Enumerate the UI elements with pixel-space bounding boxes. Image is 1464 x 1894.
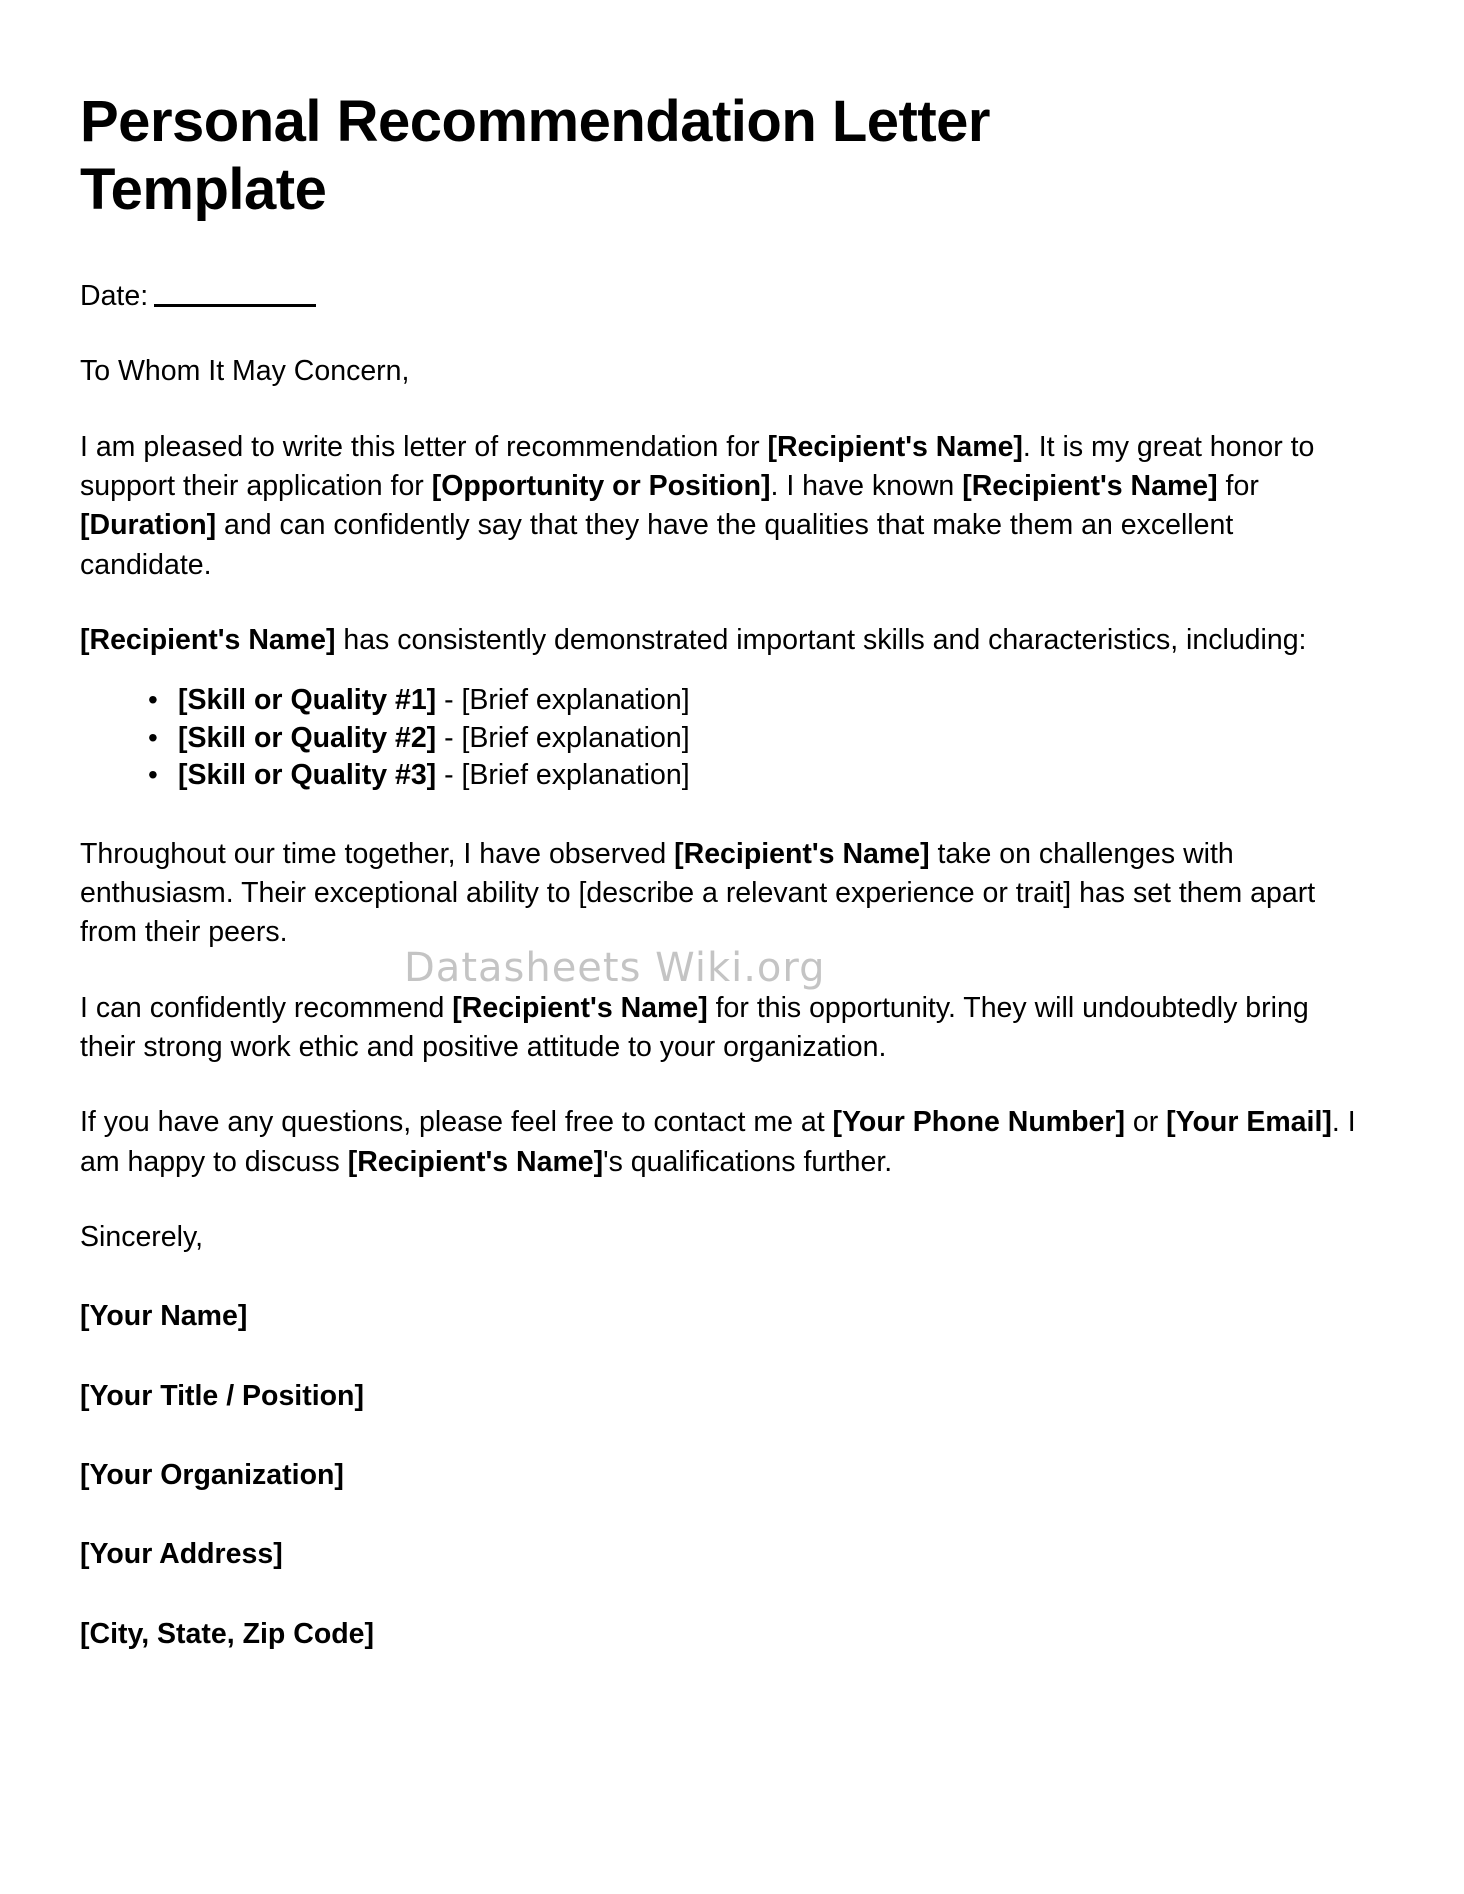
page-title: Personal Recommendation Letter Template xyxy=(80,89,990,223)
skill-label: [Skill or Quality #1] xyxy=(178,684,437,717)
signature-city-state-zip: [City, State, Zip Code] xyxy=(80,1617,374,1650)
skill-description: [Brief explanation] xyxy=(461,684,690,717)
placeholder-recipient-name-1: [Recipient's Name] xyxy=(767,430,1023,463)
placeholder-recipient-name-3: [Recipient's Name] xyxy=(80,623,336,656)
skill-label: [Skill or Quality #2] xyxy=(178,721,437,754)
intro-seg-1: I am pleased to write this letter of recommendation for xyxy=(80,430,768,463)
contact-seg-2: or xyxy=(1124,1106,1167,1139)
contact-seg-3: . I am happy to discuss xyxy=(80,1106,1356,1178)
contact-seg-4: 's qualifications further. xyxy=(603,1145,893,1178)
intro-paragraph xyxy=(80,392,1365,585)
contact-seg-1: If you have any questions, please feel free to contact me at xyxy=(80,1106,833,1139)
skills-list xyxy=(80,660,1375,799)
placeholder-recipient-name-2: [Recipient's Name] xyxy=(962,469,1218,502)
salutation: To Whom It May Concern, xyxy=(80,355,410,388)
skill-description: [Brief explanation] xyxy=(461,721,690,754)
closing-line: Sincerely, xyxy=(80,1220,204,1253)
placeholder-phone-number: [Your Phone Number] xyxy=(832,1106,1125,1139)
skills-intro-paragraph xyxy=(80,585,1365,660)
list-item xyxy=(178,761,1375,799)
list-item xyxy=(178,721,1375,762)
letter-body xyxy=(80,0,1375,1654)
observation-paragraph xyxy=(80,799,1365,953)
placeholder-duration: [Duration] xyxy=(80,509,217,542)
skill-separator: - xyxy=(436,684,462,717)
intro-seg-2: . It is my great honor to support their application for xyxy=(80,430,1315,502)
placeholder-recipient-name-6: [Recipient's Name] xyxy=(347,1145,604,1178)
date-blank-field[interactable] xyxy=(154,304,316,307)
placeholder-recipient-name-5: [Recipient's Name] xyxy=(452,991,708,1024)
list-item xyxy=(178,686,1375,724)
skill-label: [Skill or Quality #3] xyxy=(178,759,437,792)
watermark: Datasheets Wiki.org xyxy=(404,945,826,991)
signature-your-title: [Your Title / Position] xyxy=(80,1379,364,1412)
observation-seg-1: Throughout our time together, I have observed xyxy=(80,837,675,870)
contact-paragraph xyxy=(80,1067,1365,1182)
skill-description: [Brief explanation] xyxy=(461,759,690,792)
intro-seg-3: . I have known xyxy=(770,469,963,502)
recommendation-paragraph xyxy=(80,953,1365,1068)
skill-separator: - xyxy=(436,721,462,754)
recommend-seg-2: for this opportunity. They will undoubtedly bring their strong work ethic and positive attitude to your organization. xyxy=(80,991,1309,1063)
signature-your-organization: [Your Organization] xyxy=(80,1458,344,1491)
date-label: Date: xyxy=(80,279,149,312)
skills-intro-seg-1: has consistently demonstrated important skills and characteristics, including: xyxy=(335,623,1307,656)
placeholder-opportunity-position: [Opportunity or Position] xyxy=(431,469,771,502)
placeholder-email: [Your Email] xyxy=(1166,1106,1332,1139)
recommend-seg-1: I can confidently recommend xyxy=(80,991,453,1024)
placeholder-recipient-name-4: [Recipient's Name] xyxy=(674,837,930,870)
skill-separator: - xyxy=(436,759,462,792)
intro-seg-4: for xyxy=(1217,469,1259,502)
signature-your-name: [Your Name] xyxy=(80,1300,248,1333)
signature-your-address: [Your Address] xyxy=(80,1538,283,1571)
observation-seg-2: take on challenges with enthusiasm. Their exceptional ability to [describe a relevant experience or trait] has set them apart from their peers. xyxy=(80,837,1316,949)
date-line xyxy=(80,225,1375,316)
intro-seg-5: and can confidently say that they have the qualities that make them an excellent candidate. xyxy=(80,509,1234,581)
